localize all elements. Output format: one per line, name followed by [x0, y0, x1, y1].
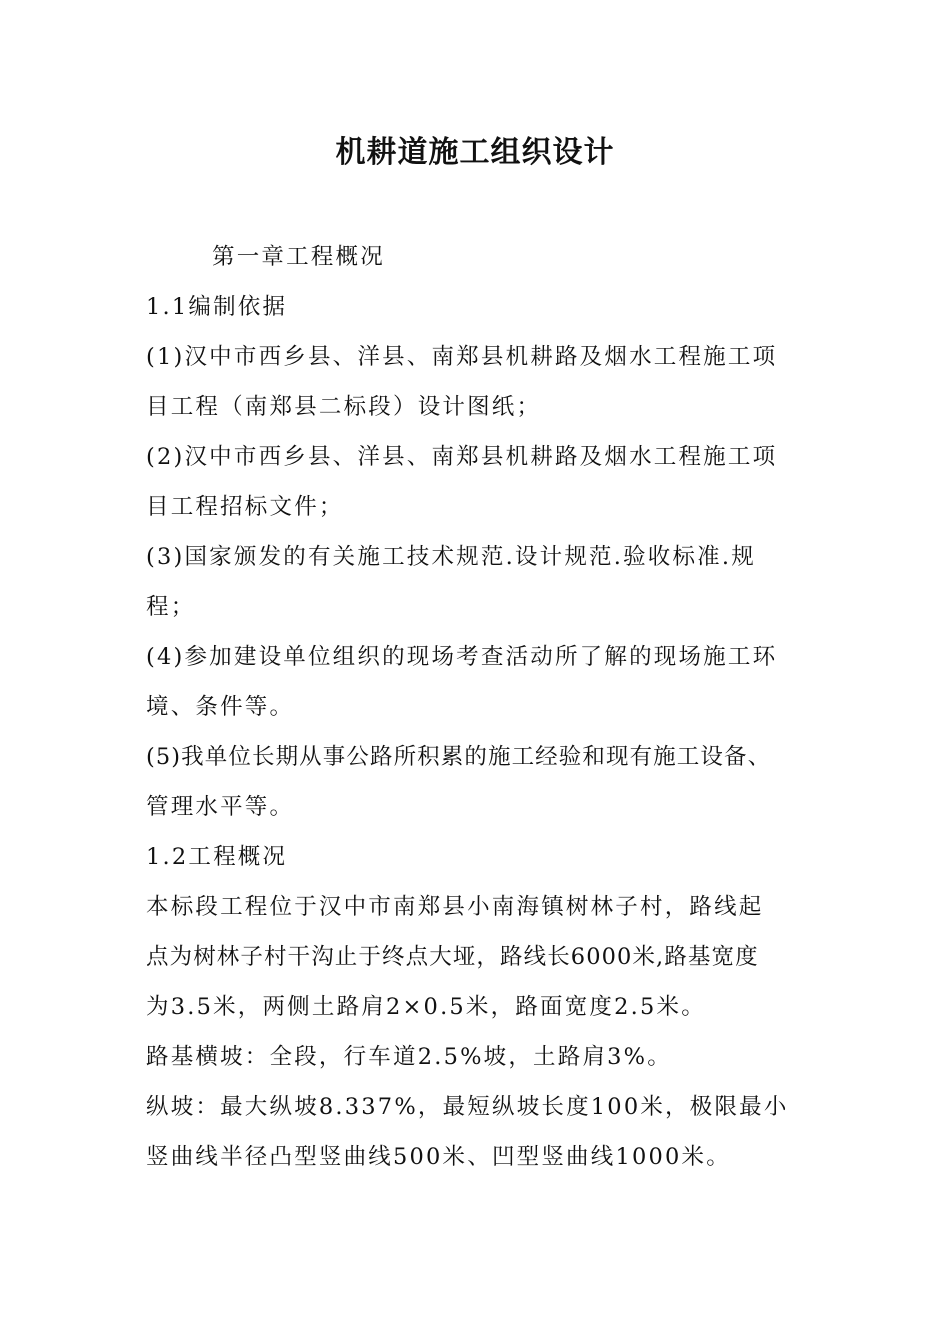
longitudinal-slope-line-2: 竖曲线半径凸型竖曲线500米、凹型竖曲线1000米。 [146, 1144, 731, 1170]
chapter-heading: 第一章工程概况 [212, 244, 385, 270]
longitudinal-slope-line-1: 纵坡：最大纵坡8.337%，最短纵坡长度100米，极限最小 [146, 1094, 789, 1120]
basis-item-2-cont: 目工程招标文件； [146, 494, 344, 520]
basis-item-5-cont: 管理水平等。 [146, 794, 295, 820]
basis-item-1: (1)汉中市西乡县、洋县、南郑县机耕路及烟水工程施工项 [146, 344, 778, 370]
overview-paragraph-line-3: 为3.5米，两侧土路肩2×0.5米，路面宽度2.5米。 [146, 994, 706, 1020]
basis-item-2: (2)汉中市西乡县、洋县、南郑县机耕路及烟水工程施工项 [146, 444, 778, 470]
basis-item-1-cont: 目工程（南郑县二标段）设计图纸； [146, 394, 542, 420]
document-title: 机耕道施工组织设计 [335, 135, 615, 170]
section-heading-1-2: 1.2工程概况 [146, 844, 288, 870]
basis-item-3: (3)国家颁发的有关施工技术规范.设计规范.验收标准.规 [146, 544, 756, 570]
section-heading-1-1: 1.1编制依据 [146, 294, 288, 320]
overview-paragraph-line-1: 本标段工程位于汉中市南郑县小南海镇树林子村，路线起 [146, 894, 764, 920]
basis-item-5: (5)我单位长期从事公路所积累的施工经验和现有施工设备、 [146, 744, 772, 770]
cross-slope-line: 路基横坡：全段，行车道2.5%坡，土路肩3%。 [146, 1044, 672, 1070]
basis-item-4-cont: 境、条件等。 [146, 694, 295, 720]
basis-item-3-cont: 程； [146, 594, 196, 620]
overview-paragraph-line-2: 点为树林子村干沟止于终点大垭，路线长6000米,路基宽度 [146, 944, 759, 970]
document-body [146, 232, 816, 1182]
basis-item-4: (4)参加建设单位组织的现场考查活动所了解的现场施工环 [146, 644, 778, 670]
